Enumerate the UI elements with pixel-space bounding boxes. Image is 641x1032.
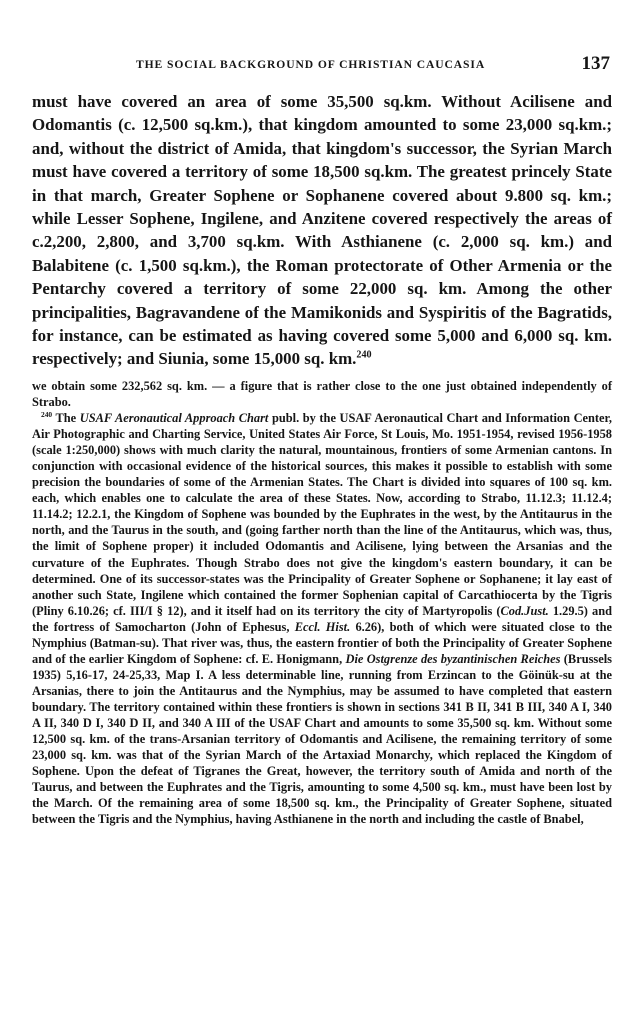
running-head — [32, 53, 612, 75]
footnote-lead: The — [55, 411, 77, 426]
footnotes — [32, 378, 612, 827]
running-title: THE SOCIAL BACKGROUND OF CHRISTIAN CAUCASIA — [136, 58, 486, 71]
body-paragraph-text: must have covered an area of some 35,500 sq.km. Without Acilisene and Odomantis (c. 12,500 sq.km.), that kingdom amounted to some 23,000 sq.km.; and, without the district of Amida, that kingdom's successor, the Syrian March must have covered a territory of some 18,500 sq.km. The greatest princely State in that march, Greater Sophene or Sophanene covered about 9.800 sq. km.; while Lesser Sophene, Ingilene, and Anzitene covered respectively the areas of c.2,200, 2,800, and 3,700 sq.km. With Asthianene (c. 2,000 sq. km.) and Balabitene (c. 1,500 sq.km.), the Roman protectorate of Other Armenia or the Pentarchy covered a territory of some 22,000 sq. km. Among the other principalities, Bagravandene of the Mamikonids and Syspiritis of the Bagratids, for instance, can be estimated as having covered some 5,000 and 6,000 sq. km. respectively; and Siunia, some 15,000 sq. km. — [32, 92, 612, 369]
honigmann-title-italic: Die Ostgrenze des byzantinischen Reiches — [345, 651, 561, 666]
footnote-text-part-4: (Brussels 1935) 5,16-17, 24-25,33, Map I. A less determinable line, running from Erzincan to the Göinük-su at the Arsanias, there to join the Antitaurus and the Nymphius, may be assumed to have completed that eastern boundary. The territory contained within these frontiers is shown in sections 341 B II, 341 B III, 340 A I, 340 A II, 340 D I, 340 D II, and 340 A III of the USAF Chart and amounts to some 35,500 sq. km. Without some 12,500 sq. km. of the trans-Arsanian territory of Odomantis and Acilisene, the remaining territory of some 23,000 sq. km. was that of the Syrian March of the Artaxiad Monarchy, which replaced the Kingdom of Sophene. Upon the defeat of Tigranes the Great, however, the territory south of Amida and north of the Taurus, and between the Euphrates and the Tigris, amounting to some 4,500 sq. km., must have been lost by the March. Of the remaining area of some 18,500 sq. km., the Principality of Greater Sophene, situated between the Tigris and the Nymphius, having Asthianene in the north and including the castle of Bnabel, — [32, 651, 612, 827]
footnote-text-part-3: 6.26), both of which were situated close to the Nymphius (Batman-su). That river was, thus, the eastern frontier of both the Principality of Greater Sophene and of the earlier Kingdom of Sophene: cf. E. Honigmann, — [32, 619, 612, 666]
footnote-240 — [32, 410, 612, 827]
chart-title-italic: USAF Aeronautical Approach Chart — [79, 411, 269, 426]
footnote-text-part-1: publ. by the USAF Aeronautical Chart and Information Center, Air Photographic and Charting Service, United States Air Force, St Louis, Mo. 1951-1954, revised 1956-1958 (scale 1:250,000) shows with much clarity the natural, mountainous, frontiers of some Armenian cantons. In conjunction with occasional evidence of the historical sources, this makes it possible to establish with some precision the boundaries of some of the Armenian States. The Chart is divided into squares of 100 sq. km. each, which enables one to calculate the area of these States. Now, according to Strabo, 11.12.3; 11.12.4; 11.14.2; 12.2.1, the Kingdom of Sophene was bounded by the Euphrates in the west, by the Antitaurus in the north, and the Taurus in the south, and (going farther north than the line of the Antitaurus, which was, thus, the limit of Sophene proper) it included Odomantis and Acilisene, lying between the Arsanias and the curvature of the Euphrates. Though Strabo does not give the kingdom's eastern boundary, it can be determined. One of its successor-states was the Principality of Greater Sophene or Sophanene; it lay east of another such State, Ingilene which contained the former Sophenian capital of Carcathiocerta by the Tigris (Pliny 6.10.26; cf. III/I § 12), and it itself had on its territory the city of Martyropolis ( — [32, 411, 613, 618]
body-paragraph — [32, 90, 612, 371]
footnote-continuation: we obtain some 232,562 sq. km. — a figure that is rather close to the one just obtained independently of Strabo. — [32, 379, 612, 410]
cod-just-italic: Cod.Just. — [500, 603, 549, 618]
footnote-number-240: 240 — [41, 409, 53, 419]
footnote-reference-240[interactable]: 240 — [356, 349, 372, 361]
eccl-hist-italic: Eccl. Hist. — [294, 619, 351, 634]
page-number: 137 — [581, 53, 610, 74]
footnote-text-part-2: 1.29.5) and the fortress of Samocharton (John of Ephesus, — [32, 603, 612, 634]
